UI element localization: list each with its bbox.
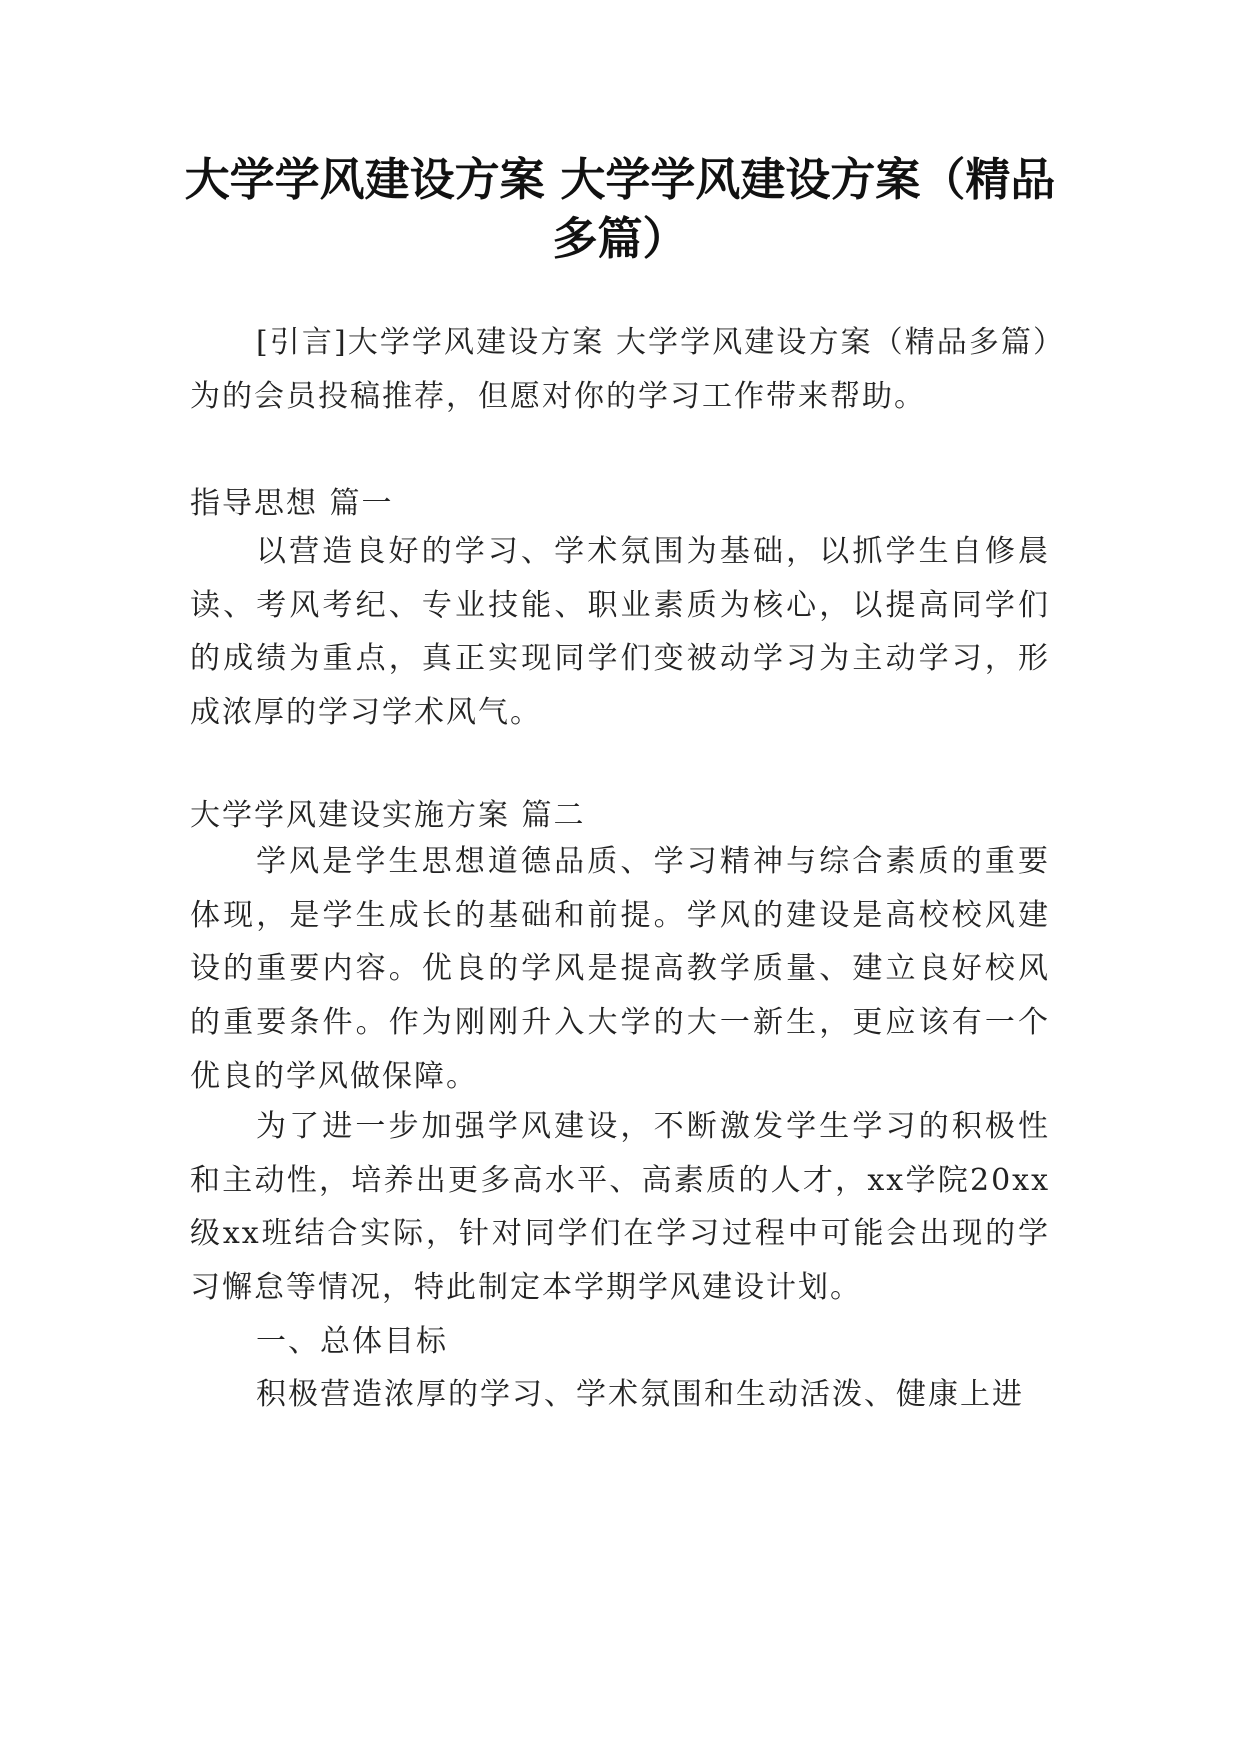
section2-heading: 大学学风建设实施方案 篇二 — [190, 798, 586, 833]
section2-subheading: 一、总体目标 — [256, 1324, 448, 1359]
section2-paragraph1: 学风是学生思想道德品质、学习精神与综合素质的重要体现，是学生成长的基础和前提。学风的建设是高校校风建设的重要内容。优良的学风是提高教学质量、建立良好校风的重要条件。作为刚刚升入大学的大一新生，更应该有一个优良的学风做保障。 — [190, 844, 1050, 1094]
section1-heading: 指导思想 篇一 — [190, 486, 394, 521]
section2-paragraph2: 为了进一步加强学风建设，不断激发学生学习的积极性和主动性，培养出更多高水平、高素质的人才，xx学院20xx级xx班结合实际，针对同学们在学习过程中可能会出现的学习懈怠等情况，特此制定本学期学风建设计划。 — [190, 1109, 1050, 1306]
section1-paragraph: 以营造良好的学习、学术氛围为基础，以抓学生自修晨读、考风考纪、专业技能、职业素质为核心，以提高同学们的成绩为重点，真正实现同学们变被动学习为主动学习，形成浓厚的学习学术风气。 — [190, 534, 1050, 731]
section2-paragraph3: 积极营造浓厚的学习、学术氛围和生动活泼、健康上进 — [256, 1377, 1024, 1412]
document-title: 大学学风建设方案 大学学风建设方案（精品多篇） — [184, 153, 1056, 265]
intro-paragraph: [引言]大学学风建设方案 大学学风建设方案（精品多篇）为的会员投稿推荐，但愿对你的学习工作带来帮助。 — [190, 325, 1050, 414]
